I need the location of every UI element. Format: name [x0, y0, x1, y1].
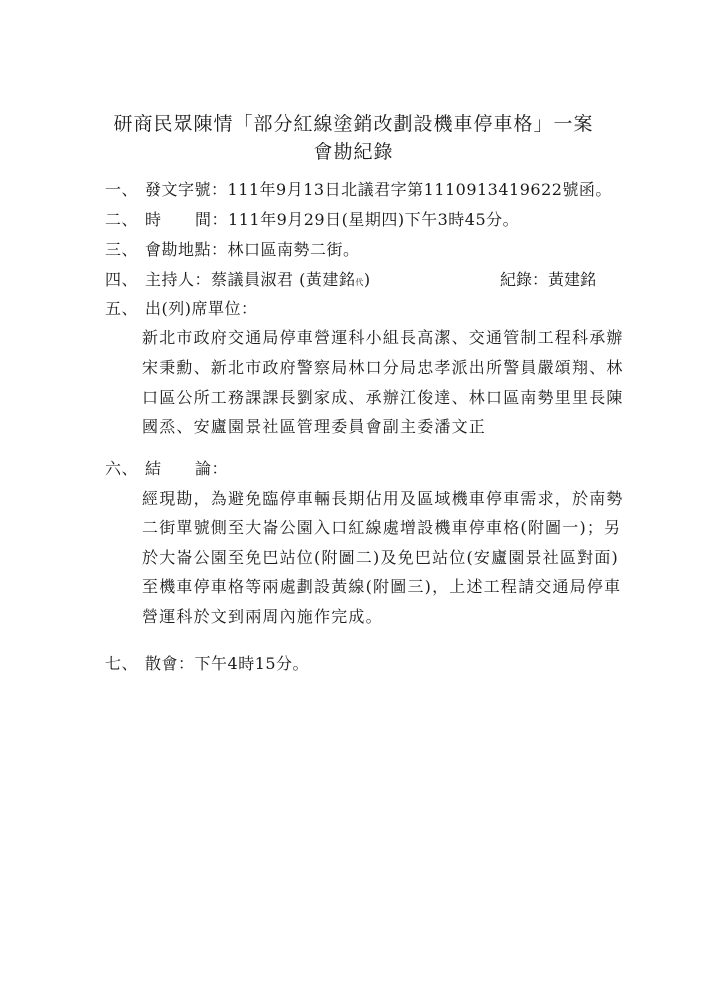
item-number: 二、 [105, 210, 139, 229]
proxy-mark: 代 [355, 278, 364, 287]
item-label: 出(列)席單位： [145, 299, 258, 318]
host-close: ) [363, 270, 371, 289]
item-number: 七、 [105, 654, 139, 673]
item-label: 散會： [145, 654, 195, 673]
host-name: 蔡議員淑君 (黃建銘 [211, 270, 356, 289]
item-location [105, 237, 360, 260]
conclusion-line: 經現勘，為避免臨停車輛長期佔用及區域機車停車需求，於南勢 [142, 489, 624, 508]
document-subtitle: 會勘紀錄 [313, 141, 394, 163]
item-label: 發文字號： [145, 180, 228, 199]
item-time [105, 207, 519, 230]
attendees-line: 宋秉勳、新北市政府警察局林口分局忠孝派出所警員嚴頌翔、林 [142, 358, 624, 377]
attendees-line: 國烝、安廬園景社區管理委員會副主委潘文正 [142, 417, 487, 436]
item-number: 三、 [105, 240, 139, 259]
conclusion-line: 二街單號側至大崙公園入口紅線處增設機車停車格(附圖一)；另 [142, 518, 622, 537]
item-value: 111年9月13日北議君字第1110913419622號函。 [227, 180, 612, 199]
item-label-part-b: 間： [195, 210, 229, 229]
item-label-part-a: 結 [145, 459, 162, 478]
item-adjourn [105, 651, 309, 674]
recorder-label: 紀錄： [500, 270, 549, 289]
recorder-name: 黃建銘 [548, 270, 597, 289]
item-conclusion [105, 456, 228, 479]
item-number: 五、 [105, 299, 139, 318]
attendees-line: 口區公所工務課課長劉家成、承辦江俊達、林口區南勢里里長陳 [142, 388, 624, 407]
item-value: 林口區南勢二街。 [227, 240, 360, 259]
item-label: 會勘地點： [145, 240, 228, 259]
item-label: 主持人： [145, 270, 212, 289]
conclusion-line: 至機車停車格等兩處劃設黃線(附圖三)，上述工程請交通局停車 [142, 577, 622, 596]
recorder [500, 267, 596, 290]
item-label-part-a: 時 [145, 210, 162, 229]
item-number: 六、 [105, 459, 139, 478]
item-attendees [105, 296, 258, 319]
conclusion-line: 於大崙公園至免巴站位(附圖二)及免巴站位(安廬園景社區對面) [142, 548, 619, 567]
item-label-part-b: 論： [195, 459, 229, 478]
item-host [105, 267, 371, 290]
item-number: 一、 [105, 180, 139, 199]
attendees-line: 新北市政府交通局停車營運科小組長高潔、交通管制工程科承辦 [142, 328, 624, 347]
conclusion-line: 營運科於文到兩周內施作完成。 [142, 607, 383, 626]
item-value: 下午4時15分。 [194, 654, 310, 673]
item-number: 四、 [105, 270, 139, 289]
document-title: 研商民眾陳情「部分紅線塗銷改劃設機車停車格」一案 [113, 113, 594, 135]
item-doc-number [105, 177, 612, 200]
item-value: 111年9月29日(星期四)下午3時45分。 [228, 210, 520, 229]
